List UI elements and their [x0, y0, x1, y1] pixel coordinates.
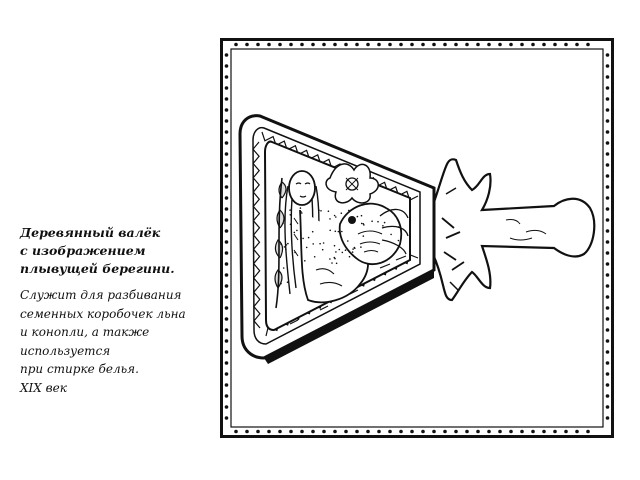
caption-desc-line-1: Служит для разбивания — [20, 288, 182, 302]
caption-title-line-1: Деревянный валёк — [20, 225, 161, 240]
caption-desc-line-3: и конопли, а также — [20, 325, 150, 339]
caption-title-line-3: плывущей берегини. — [20, 261, 175, 276]
caption-block — [20, 224, 210, 397]
illustration-frame — [220, 38, 614, 438]
caption-title-line-2: с изображением — [20, 243, 146, 258]
caption-title — [20, 224, 210, 278]
valyok-illustration — [220, 38, 614, 438]
valyok-handle — [432, 159, 594, 300]
caption-desc-line-5: при стирке белья. — [20, 362, 139, 376]
caption-description — [20, 286, 210, 397]
caption-desc-line-4: используется — [20, 343, 111, 358]
caption-desc-line-6: XIX век — [20, 380, 67, 395]
caption-desc-line-2: семенных коробочек льна — [20, 306, 186, 321]
